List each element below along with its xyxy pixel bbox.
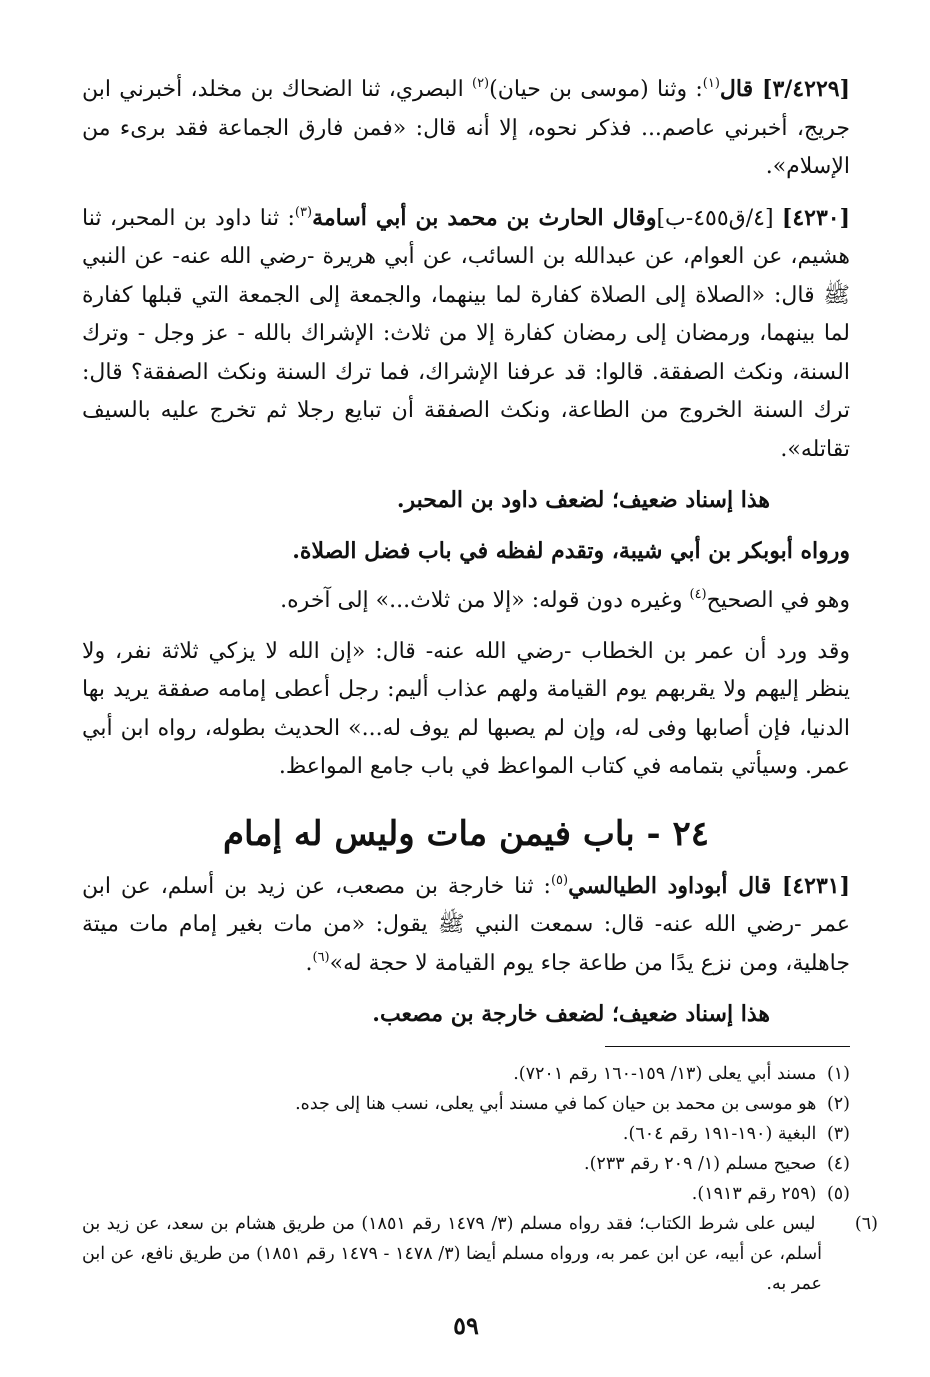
footnote-text: مسند أبي يعلى (١٣/ ١٥٩-١٦٠ رقم ٧٢٠١). [513,1063,817,1084]
hadith-text: : ثنا خارجة بن مصعب، عن زيد بن أسلم، عن ابن عمر -رضي الله عنه- قال: سمعت النبي ﷺ يقول: «من مات بغير إمام مات ميتة جاهلية، ومن نزع يدًا من طاعة جاء يوم القيامة لا حجة له» [82,873,850,976]
footnote-number: (١) [826,1063,850,1084]
hadith-text: : ثنا داود بن المحبر، ثنا هشيم، عن العوام، عن عبدالله بن السائب، عن أبي هريرة -رضي الله عنه- عن النبي ﷺ قال: «الصلاة إلى الصلاة كفارة لما بينهما، والجمعة إلى الجمعة التي قبلها كفارة لما بينهما، ورمضان إلى رمضان كفارة إلا من ثلاث: الإشراك بالله - عز وجل - وترك السنة، ونكث الصفقة. قالوا: قد عرفنا الإشراك، فما ترك السنة ونكث الصفقة؟ قال: ترك السنة الخروج من الطاعة، ونكث الصفقة أن تبايع رجلا ثم تخرج عليه بالسيف تقاتله». [82,205,850,462]
hadith-text: البصري، ثنا الضحاك بن مخلد، أخبرني ابن جريج، أخبرني عاصم... فذكر نحوه، إلا أنه قال: «فمن فارق الجماعة فقد برىء من الإسلام». [82,77,850,179]
footnote-text: (٢٥٩ رقم ١٩١٣). [691,1183,817,1204]
hadith-4231 [82,867,850,984]
hadith-number: [٤٢٣١] [781,872,850,899]
isnad-grade: هذا إسناد ضعيف؛ لضعف خارجة بن مصعب. [372,1001,770,1027]
footnote-ref: (٣) [294,204,313,220]
chapter-heading: ٢٤ - باب فيمن مات وليس له إمام [222,813,709,854]
manuscript-ref: [٤/ق٤٥٥-ب] [656,205,782,231]
footnote-number: (٤) [826,1153,850,1174]
footnote-number: (٣) [826,1123,850,1144]
narrator-intro: قال أبوداود الطيالسي [568,872,782,899]
footnote-1 [82,1059,850,1089]
footnote-separator [605,1046,850,1047]
footnote-ref: (٤) [689,587,707,602]
footnote-text: صحيح مسلم (١/ ٢٠٩ رقم ٢٣٣). [584,1153,817,1174]
footnote-text: ليس على شرط الكتاب؛ فقد رواه مسلم (٣/ ١٤٧٩ رقم ١٨٥١) من طريق هشام بن سعد، عن زيد بن أسلم، عن أبيه، عن ابن عمر به، ورواه مسلم أيضا (٣/ ١٤٧٨ - ١٤٧٩ رقم ١٨٥١) من طريق نافع، عن ابن عمر به. [82,1213,822,1294]
footnote-number: (٥) [826,1183,850,1204]
footnote-ref: (٢) [471,76,490,91]
hadith-4230 [82,199,850,470]
footnote-text: البغية (١٩٠-١٩١ رقم ٦٠٤). [622,1123,817,1144]
sahih-note-text: وهو في الصحيح [706,588,850,613]
footnote-ref: (١) [702,76,720,91]
footnote-number: (٢) [826,1093,850,1114]
footnote-ref: (٥) [550,872,569,888]
narration-note: ورواه أبوبكر بن أبي شيبة، وتقدم لفظه في باب فضل الصلاة. [292,537,850,564]
footnote-4 [82,1149,850,1179]
footnote-6 [82,1209,878,1299]
sahih-note [82,582,850,621]
hadith-number: [٤٢٣٠] [781,204,850,231]
footnote-number: (٦) [854,1213,878,1234]
hadith-number: [٣/٤٢٢٩] [762,76,850,102]
hadith-4229 [82,70,850,187]
hadith-text: . [305,950,313,976]
footnotes [82,1059,878,1299]
umar-narration: وقد ورد أن عمر بن الخطاب -رضي الله عنه- قال: «إن الله لا يزكي ثلاثة نفر، ولا ينظر إليهم ولا يقربهم يوم القيامة ولهم عذاب أليم: رجل أعطى إمامه صفقة يريد بها الدنيا، فإن أصابها وفى له، وإن لم يصبها لم يوف له...» الحديث بطوله، رواه ابن أبي عمر. وسيأتي بتمامه في كتاب المواعظ في باب جامع المواعظ. [82,638,850,779]
footnote-2 [82,1089,850,1119]
footnote-3 [82,1119,850,1149]
sahih-note-text: وغيره دون قوله: «إلا من ثلاث...» إلى آخره. [280,588,690,613]
isnad-grade: هذا إسناد ضعيف؛ لضعف داود بن المحبر. [396,487,770,513]
footnote-5 [82,1179,850,1209]
narrator-intro: قال [719,76,763,102]
footnote-text: هو موسى بن محمد بن حيان كما في مسند أبي يعلى، نسب هنا إلى جده. [295,1093,817,1114]
footnote-ref: (٦) [312,949,330,965]
page-number: ٥٩ [453,1310,479,1340]
narrator-intro: وقال الحارث بن محمد بن أبي أسامة [312,204,657,231]
hadith-text: : وثنا (موسى بن حيان) [489,77,703,102]
